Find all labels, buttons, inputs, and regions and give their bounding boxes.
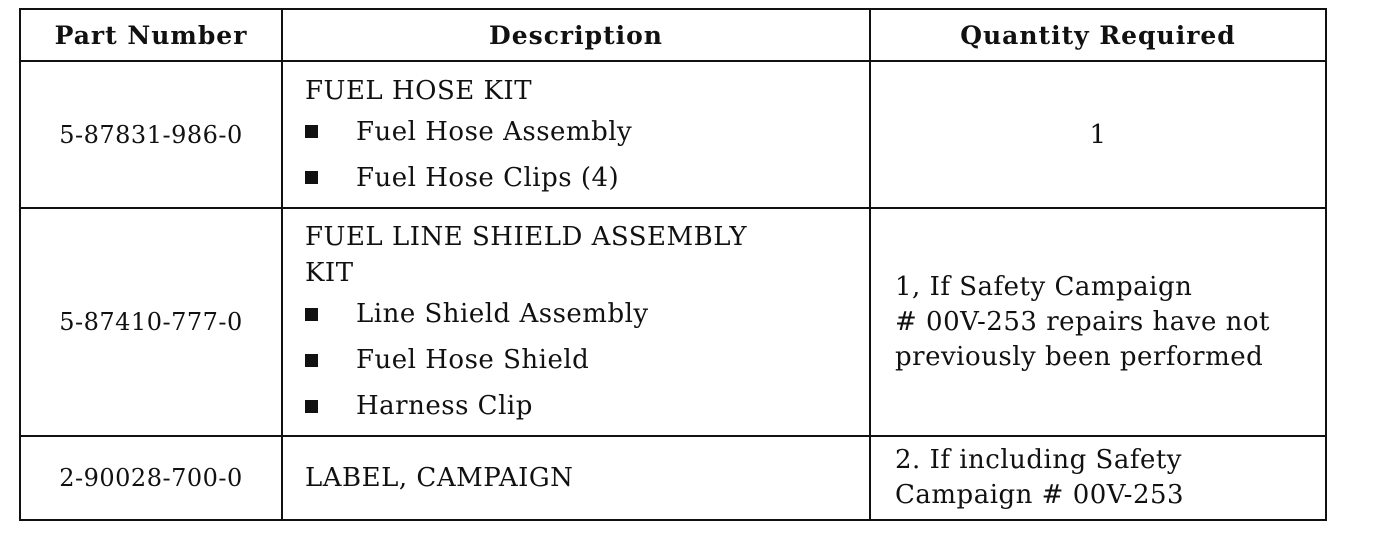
list-item bbox=[305, 337, 869, 383]
list-item-label: Line Shield Assembly bbox=[356, 299, 649, 329]
part-number-cell: 5-87831-986-0 bbox=[20, 61, 282, 208]
parts-table bbox=[19, 8, 1327, 521]
header-row bbox=[20, 9, 1326, 61]
kit-title-line: KIT bbox=[305, 258, 354, 288]
list-item-label: Harness Clip bbox=[356, 391, 533, 421]
square-bullet-icon bbox=[305, 171, 318, 184]
part-number-cell: 5-87410-777-0 bbox=[20, 208, 282, 436]
list-item-label: Fuel Hose Shield bbox=[356, 345, 590, 375]
table-row bbox=[20, 436, 1326, 520]
quantity-cell bbox=[870, 436, 1326, 520]
list-item bbox=[305, 109, 869, 155]
quantity-line: previously been performed bbox=[895, 341, 1264, 372]
kit-item-list bbox=[305, 291, 869, 429]
list-item bbox=[305, 155, 869, 201]
quantity-cell bbox=[870, 61, 1326, 208]
list-item bbox=[305, 291, 869, 337]
kit-item-list bbox=[305, 109, 869, 201]
quantity-line: Campaign # 00V-253 bbox=[895, 480, 1185, 510]
description-cell bbox=[282, 208, 870, 436]
square-bullet-icon bbox=[305, 354, 318, 367]
square-bullet-icon bbox=[305, 400, 318, 413]
quantity-cell bbox=[870, 208, 1326, 436]
header-quantity-required: Quantity Required bbox=[870, 9, 1326, 61]
quantity-line: 2. If including Safety bbox=[895, 445, 1182, 475]
part-number-cell: 2-90028-700-0 bbox=[20, 436, 282, 520]
square-bullet-icon bbox=[305, 308, 318, 321]
quantity-line: 1 bbox=[1089, 119, 1107, 150]
table-row bbox=[20, 208, 1326, 436]
list-item-label: Fuel Hose Clips (4) bbox=[356, 162, 620, 193]
quantity-line: 1, If Safety Campaign bbox=[895, 271, 1193, 302]
description-cell bbox=[282, 61, 870, 208]
header-part-number: Part Number bbox=[20, 9, 282, 61]
kit-title: LABEL, CAMPAIGN bbox=[305, 463, 574, 493]
description-cell bbox=[282, 436, 870, 520]
kit-title-line: FUEL LINE SHIELD ASSEMBLY bbox=[305, 222, 748, 252]
quantity-line: # 00V-253 repairs have not bbox=[895, 306, 1270, 337]
kit-title: FUEL HOSE KIT bbox=[305, 75, 533, 106]
square-bullet-icon bbox=[305, 125, 318, 138]
table-row bbox=[20, 61, 1326, 208]
list-item bbox=[305, 383, 869, 429]
header-description: Description bbox=[282, 9, 870, 61]
list-item-label: Fuel Hose Assembly bbox=[356, 116, 633, 147]
